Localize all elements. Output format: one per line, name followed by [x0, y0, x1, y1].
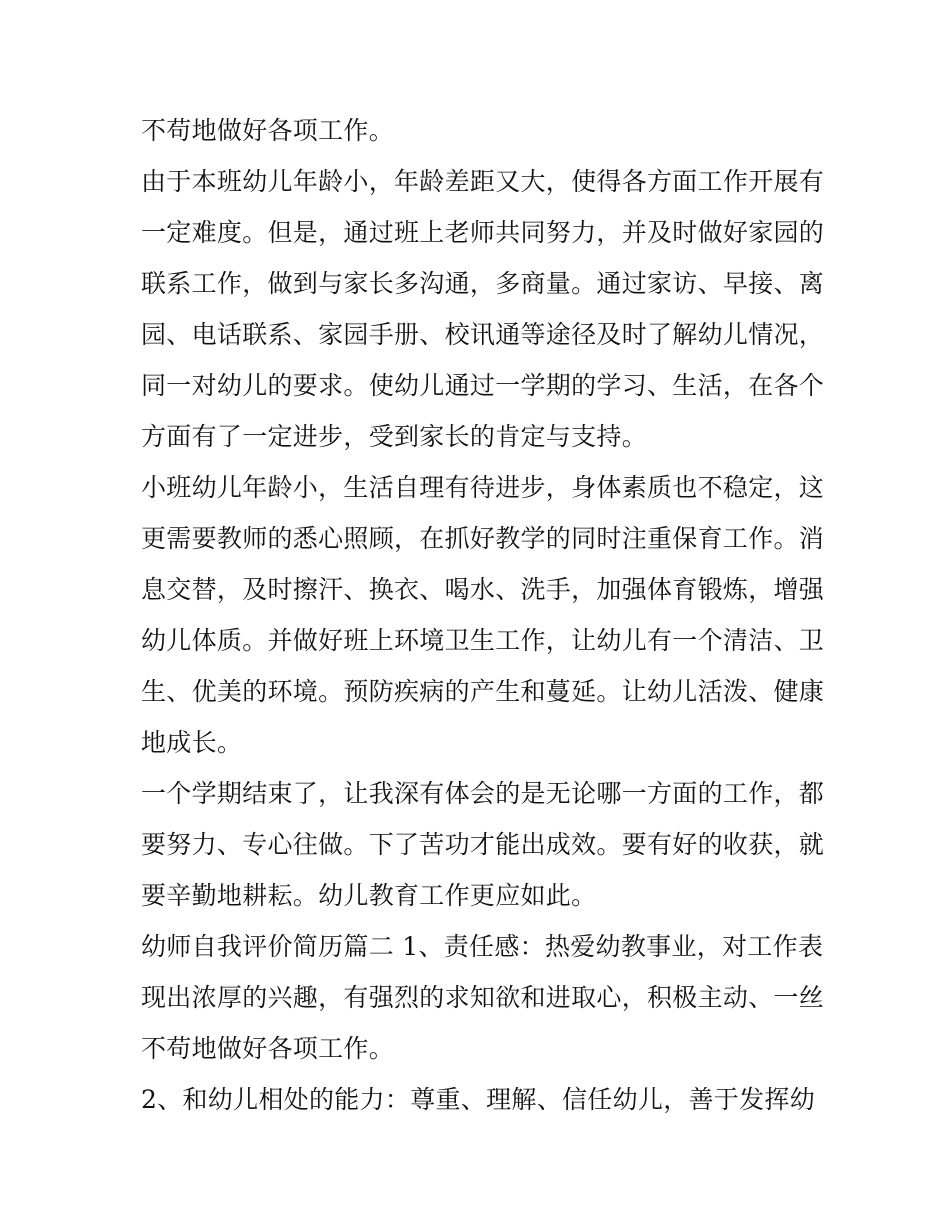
text-line: 幼儿体质。并做好班上环境卫生工作，让幼儿有一个清洁、卫: [141, 626, 825, 655]
text-line: 一个学期结束了，让我深有体会的是无论哪一方面的工作，都: [141, 779, 825, 808]
text-line: 地成长。: [141, 728, 243, 757]
text-line: 同一对幼儿的要求。使幼儿通过一学期的学习、生活，在各个: [141, 371, 825, 400]
text-line: 不苟地做好各项工作。: [141, 116, 395, 145]
text-line: 由于本班幼儿年龄小，年龄差距又大，使得各方面工作开展有: [141, 167, 825, 196]
text-line: 现出浓厚的兴趣，有强烈的求知欲和进取心，积极主动、一丝: [141, 983, 825, 1012]
document-body: [141, 105, 825, 1125]
text-line: 联系工作，做到与家长多沟通，多商量。通过家访、早接、离: [141, 269, 825, 298]
text-line: 息交替，及时擦汗、换衣、喝水、洗手，加强体育锻炼，增强: [141, 575, 825, 604]
text-line: 要辛勤地耕耘。幼儿教育工作更应如此。: [141, 881, 597, 910]
text-line: 2、和幼儿相处的能力：尊重、理解、信任幼儿，善于发挥幼: [141, 1085, 816, 1114]
text-line: 方面有了一定进步，受到家长的肯定与支持。: [141, 422, 648, 451]
text-line: 更需要教师的悉心照顾，在抓好教学的同时注重保育工作。消: [141, 524, 825, 553]
text-line: 小班幼儿年龄小，生活自理有待进步，身体素质也不稳定，这: [141, 473, 825, 502]
text-line: 园、电话联系、家园手册、校讯通等途径及时了解幼儿情况，: [141, 320, 825, 349]
text-line: 不苟地做好各项工作。: [141, 1034, 395, 1063]
text-line: 一定难度。但是，通过班上老师共同努力，并及时做好家园的: [141, 218, 825, 247]
text-line: 生、优美的环境。预防疾病的产生和蔓延。让幼儿活泼、健康: [141, 677, 825, 706]
text-line: 幼师自我评价简历篇二 1、责任感：热爱幼教事业，对工作表: [141, 932, 824, 961]
text-line: 要努力、专心往做。下了苦功才能出成效。要有好的收获，就: [141, 830, 825, 859]
